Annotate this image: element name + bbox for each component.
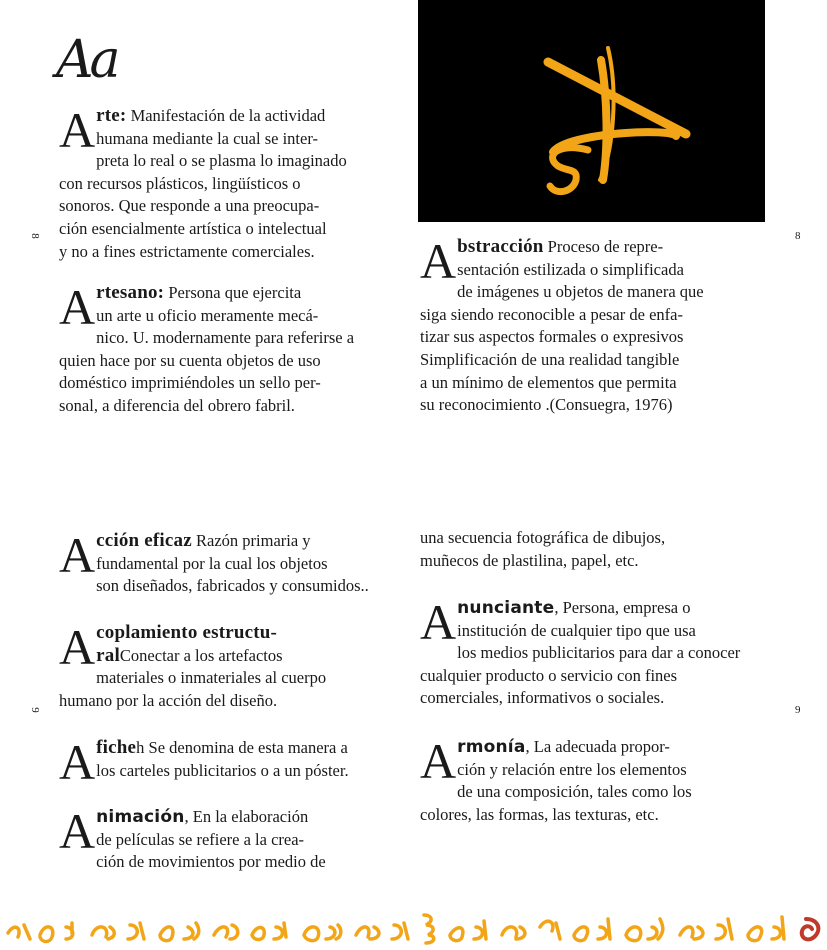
calligraphy-panel [418, 0, 765, 222]
entry-term: fiche [96, 737, 137, 758]
entry-term-cont: ral [96, 644, 120, 666]
drop-cap: A [59, 734, 96, 790]
decorative-footer-border [0, 905, 827, 945]
entry-abstraccion: A bstracción Proceso de repre- sentación estilizada o simplificada de imágenes u objetos de manera que siga siendo reconocible a pesar de enfa- tizar sus aspectos formales o expresivos Simplificación de una realidad tangible a un mínimo de elementos que permita su reconocimiento .(Consuegra, 1976) [420, 233, 704, 415]
drop-cap: A [59, 279, 96, 335]
heading-letters: Aa [56, 30, 117, 90]
entry-arte: A rte: Manifestación de la actividad humana mediante la cual se inter- preta lo real o se plasma lo imaginado con recursos plásticos, lingüísticos o sonoros. Que responde a una preocupa- ción esencialmente artística o intelectual y no a fines estrictamente comerciales. [59, 102, 347, 261]
drop-cap: A [420, 233, 457, 289]
entry-afiche: A ficheh Se denomina de esta manera a los carteles publicitarios o a un póster. [59, 734, 349, 790]
drop-cap: A [420, 733, 457, 789]
drop-cap: A [59, 619, 96, 675]
drop-cap: A [59, 102, 96, 158]
entry-armonia: A rmonía, La adecuada propor- ción y relación entre los elementos de una composición, tales como los colores, las formas, las texturas, etc. [420, 733, 692, 824]
entry-term: nunciante [457, 598, 555, 618]
page-number-left-top: 8 [28, 233, 41, 239]
entry-artesano: A rtesano: Persona que ejercita un arte u oficio meramente mecá- nico. U. modernamente para referirse a quien hace por su cuenta objetos de uso doméstico imprimiéndoles un sello per- sonal, a diferencia del obrero fabril. [59, 279, 355, 415]
drop-cap: A [420, 594, 457, 650]
page-number-right-bottom: 9 [795, 704, 801, 716]
entry-term: nimación [96, 807, 185, 827]
entry-term: cción eficaz [96, 530, 192, 551]
entry-accion-eficaz: A cción eficaz Razón primaria y fundamental por la cual los objetos son diseñados, fabricados y consumidos.. [59, 527, 369, 596]
drop-cap: A [59, 803, 96, 859]
entry-term: rte: [96, 105, 127, 126]
entry-term: rmonía [457, 737, 526, 757]
entry-term: rtesano: [96, 282, 165, 303]
calligraphy-a-icon [418, 0, 765, 222]
page-number-left-bottom: 9 [28, 707, 41, 713]
calligraphy-border-icon [0, 905, 827, 945]
entry-acoplamiento: A coplamiento estructu- ralConectar a los artefactos materiales o inmateriales al cuerpo humano por la acción del diseño. [59, 619, 327, 710]
page-number-right-top: 8 [795, 230, 801, 242]
entry-animacion-continued: una secuencia fotográfica de dibujos, muñecos de plastilina, papel, etc. [420, 528, 666, 570]
entry-term: coplamiento estructu- [96, 622, 278, 643]
drop-cap: A [59, 527, 96, 583]
entry-anunciante: A nunciante, Persona, empresa o institución de cualquier tipo que usa los medios publicitarios para dar a conocer cualquier producto o servicio con fines comerciales, informativos o sociales. [420, 594, 741, 708]
entry-animacion: A nimación, En la elaboración de películas se refiere a la crea- ción de movimientos por medio de [59, 803, 326, 872]
section-heading [56, 30, 156, 90]
entry-term: bstracción [457, 236, 544, 257]
